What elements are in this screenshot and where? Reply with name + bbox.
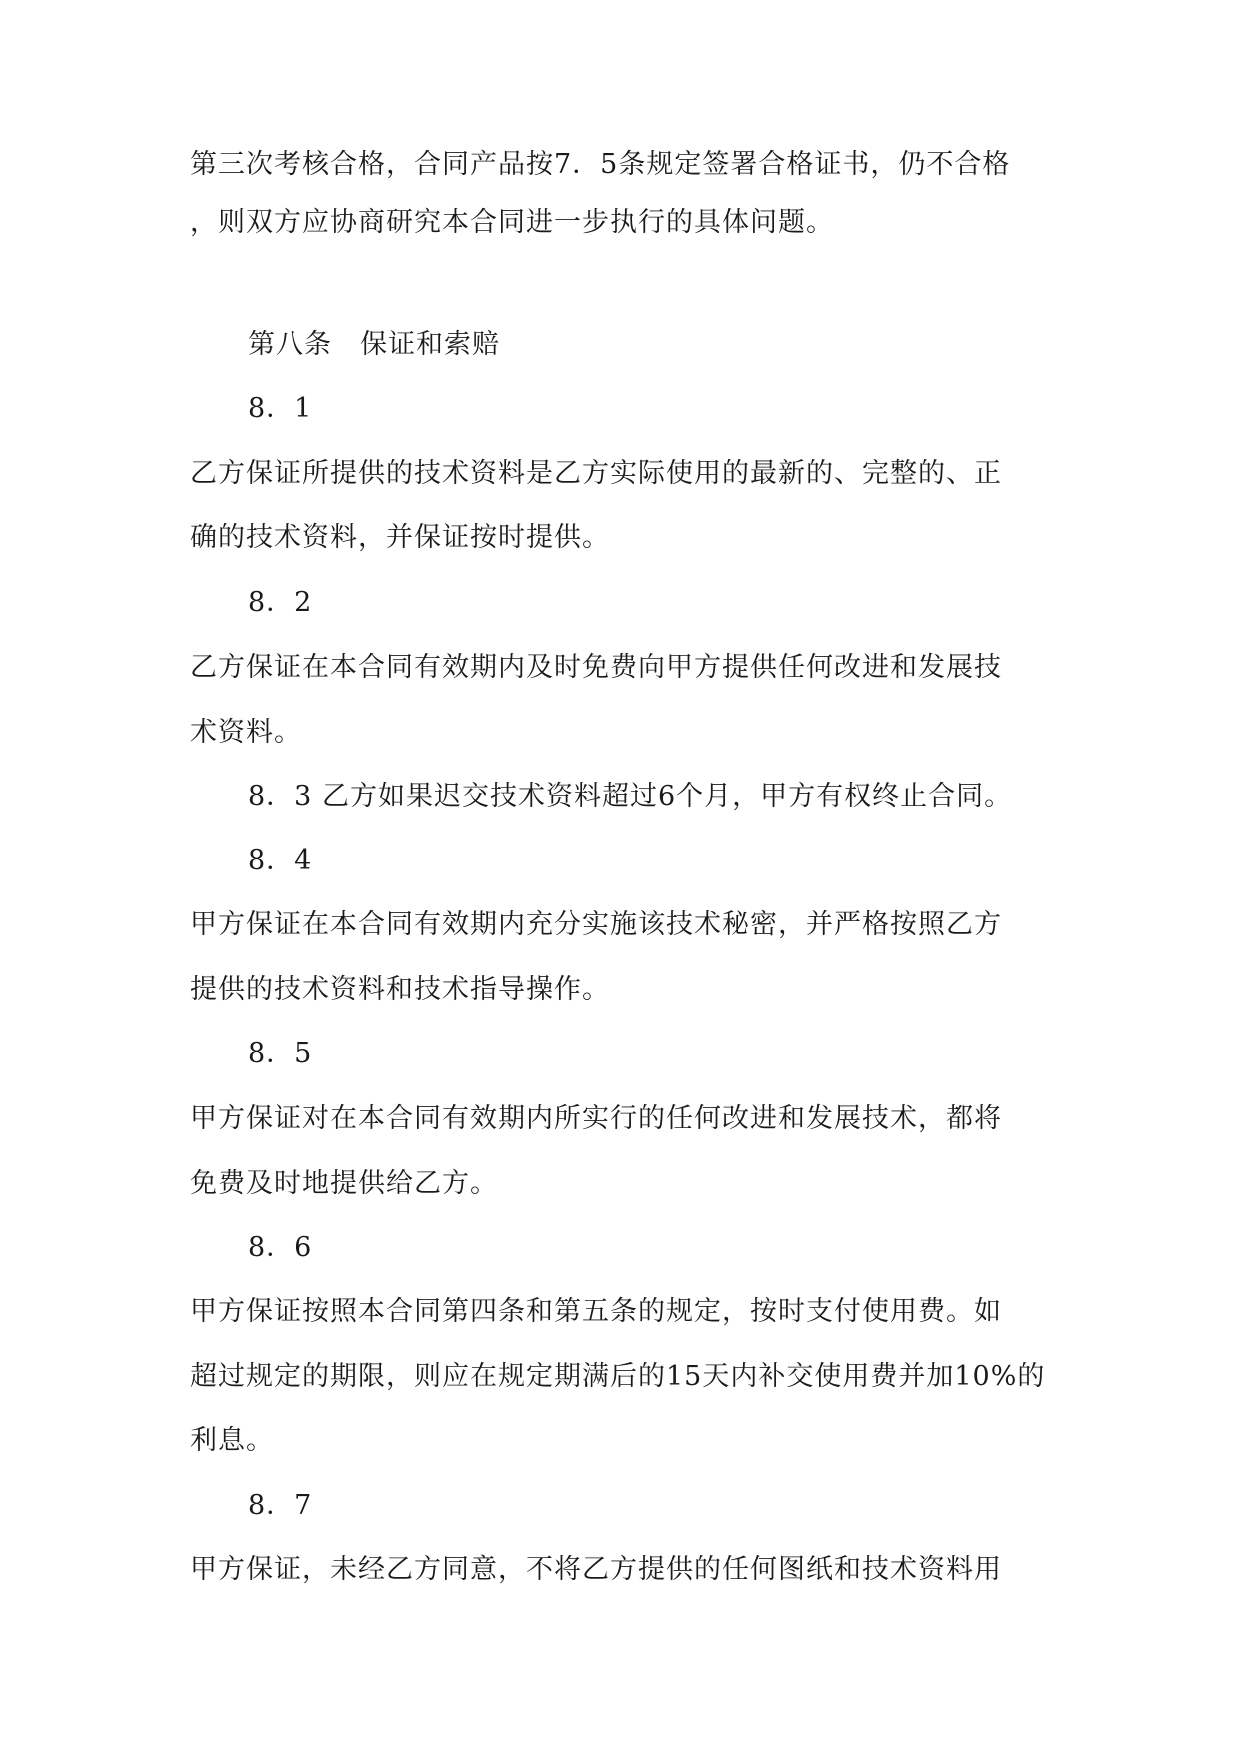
paragraph-line: 第三次考核合格，合同产品按7．5条规定签署合格证书，仍不合格 xyxy=(190,149,1011,180)
clause-number: 8．1 xyxy=(248,393,313,424)
paragraph-line: 乙方保证在本合同有效期内及时免费向甲方提供任何改进和发展技 xyxy=(190,652,1002,683)
paragraph-line: 甲方保证对在本合同有效期内所实行的任何改进和发展技术，都将 xyxy=(190,1103,1002,1134)
section-heading: 第八条 保证和索赔 xyxy=(248,329,500,360)
clause-number: 8．5 xyxy=(248,1038,313,1069)
clause-number: 8．2 xyxy=(248,587,313,618)
paragraph-line: 超过规定的期限，则应在规定期满后的15天内补交使用费并加10%的 xyxy=(190,1361,1046,1392)
paragraph-line: 利息。 xyxy=(190,1425,274,1456)
clause-line: 8．3 乙方如果迟交技术资料超过6个月，甲方有权终止合同。 xyxy=(248,781,1013,812)
paragraph-line: 术资料。 xyxy=(190,717,302,748)
clause-number: 8．7 xyxy=(248,1490,313,1521)
paragraph-line: ，则双方应协商研究本合同进一步执行的具体问题。 xyxy=(190,207,834,238)
clause-number: 8．4 xyxy=(248,845,313,876)
clause-number: 8．6 xyxy=(248,1232,313,1263)
paragraph-line: 甲方保证按照本合同第四条和第五条的规定，按时支付使用费。如 xyxy=(190,1296,1002,1327)
paragraph-line: 甲方保证在本合同有效期内充分实施该技术秘密，并严格按照乙方 xyxy=(190,909,1002,940)
paragraph-line: 甲方保证，未经乙方同意，不将乙方提供的任何图纸和技术资料用 xyxy=(190,1554,1002,1585)
paragraph-line: 提供的技术资料和技术指导操作。 xyxy=(190,974,610,1005)
paragraph-line: 乙方保证所提供的技术资料是乙方实际使用的最新的、完整的、正 xyxy=(190,458,1002,489)
paragraph-line: 免费及时地提供给乙方。 xyxy=(190,1168,498,1199)
paragraph-line: 确的技术资料，并保证按时提供。 xyxy=(190,522,610,553)
